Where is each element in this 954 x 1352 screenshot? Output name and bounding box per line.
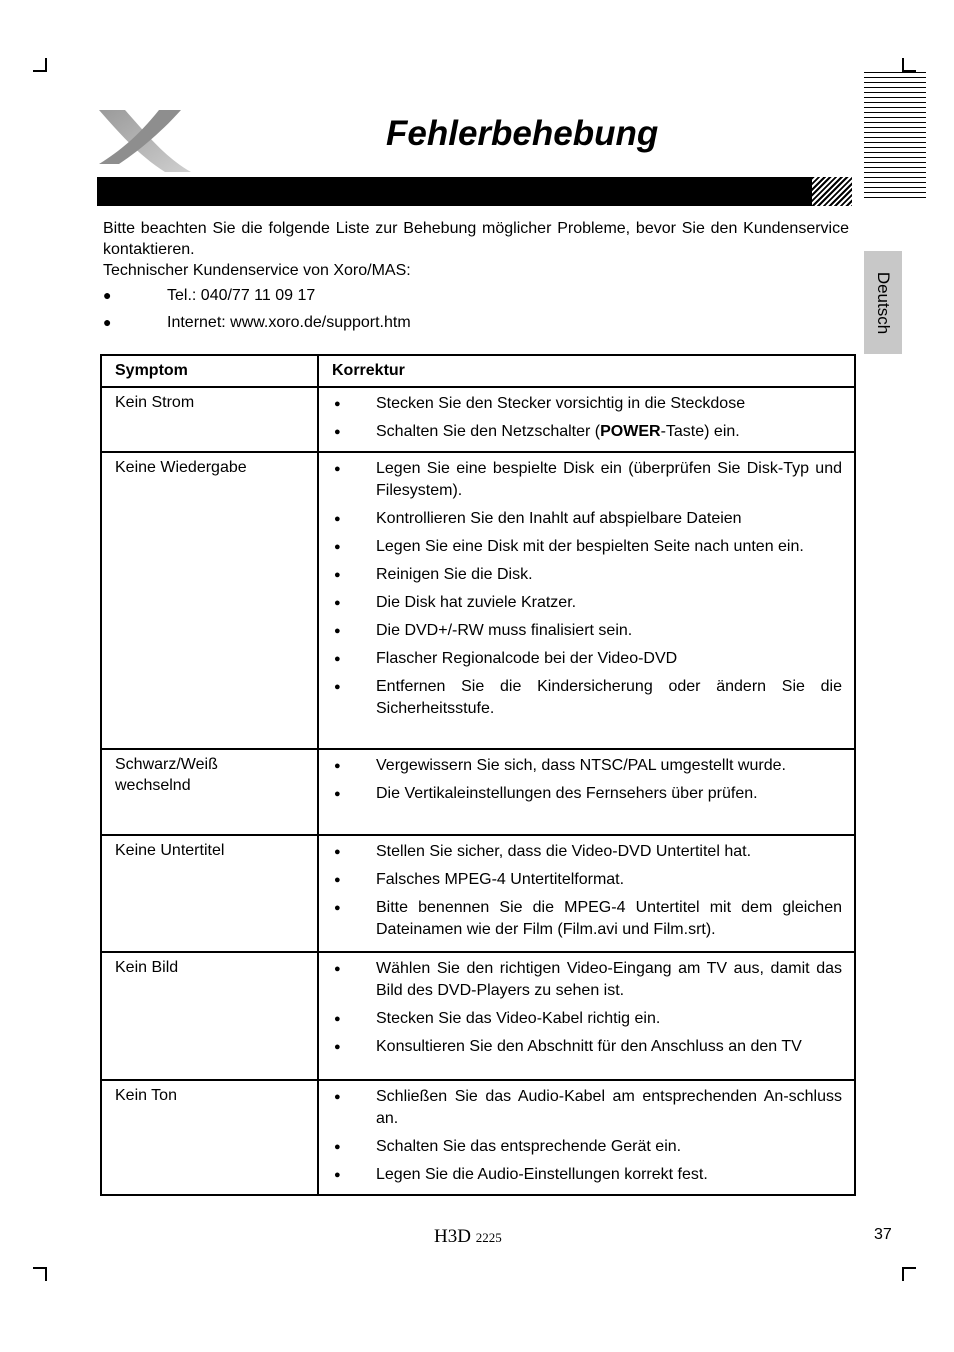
list-item: ● Schließen Sie das Audio-Kabel am entsprechenden An-schluss an. bbox=[331, 1086, 842, 1130]
list-item: ● Die Vertikaleinstellungen des Fernsehers über prüfen. bbox=[331, 783, 842, 805]
list-item: ● Kontrollieren Sie den Inahlt auf abspielbare Dateien bbox=[331, 508, 842, 530]
crop-mark-bottom-left bbox=[33, 1267, 47, 1281]
symptom-cell: Keine Wiedergabe bbox=[101, 452, 318, 749]
column-header-symptom: Symptom bbox=[101, 355, 318, 387]
language-tab-label: Deutsch bbox=[874, 271, 893, 334]
column-header-correction: Korrektur bbox=[318, 355, 855, 387]
contact-internet: Internet: www.xoro.de/support.htm bbox=[167, 314, 411, 331]
list-item: ● Stecken Sie das Video-Kabel richtig ein. bbox=[331, 1008, 842, 1030]
list-item: ● Wählen Sie den richtigen Video-Eingang am TV aus, damit das Bild des DVD-Players zu sehen ist. bbox=[331, 958, 842, 1002]
correction-cell bbox=[318, 452, 855, 749]
list-item: ● Stellen Sie sicher, dass die Video-DVD Untertitel hat. bbox=[331, 841, 842, 863]
troubleshooting-table bbox=[100, 354, 856, 1196]
symptom-cell: Kein Ton bbox=[101, 1080, 318, 1195]
correction-cell bbox=[318, 952, 855, 1080]
model-number: 2225 bbox=[475, 1230, 502, 1245]
bullet-icon: ● bbox=[103, 314, 112, 330]
crop-mark-top-right bbox=[902, 58, 916, 72]
list-item: ● Legen Sie eine Disk mit der bespielten Seite nach unten ein. bbox=[331, 536, 842, 558]
page-number: 37 bbox=[874, 1226, 892, 1243]
model-name bbox=[434, 1226, 502, 1248]
model-main: H3D bbox=[434, 1226, 471, 1247]
xoro-x-logo-icon bbox=[95, 108, 193, 174]
table-row bbox=[101, 387, 855, 452]
symptom-line: wechselnd bbox=[115, 777, 191, 794]
symptom-cell: Kein Strom bbox=[101, 387, 318, 452]
title-bar bbox=[97, 177, 852, 206]
list-item-text: Schalten Sie den Netzschalter ( bbox=[376, 423, 601, 440]
list-item: ● Die Disk hat zuviele Kratzer. bbox=[331, 592, 842, 614]
intro-paragraph: Bitte beachten Sie die folgende Liste zur Behebung möglicher Probleme, bevor Sie den Kundenservice kontaktieren. bbox=[103, 220, 849, 258]
list-item: ● Reinigen Sie die Disk. bbox=[331, 564, 842, 586]
list-item: ● Flascher Regionalcode bei der Video-DVD bbox=[331, 648, 842, 670]
decorative-stripes bbox=[864, 72, 926, 199]
list-item bbox=[331, 421, 842, 443]
table-header-row bbox=[101, 355, 855, 387]
list-item: ● Bitte benennen Sie die MPEG-4 Untertitel mit dem gleichen Dateinamen wie der Film (Film.avi und Film.srt). bbox=[331, 897, 842, 941]
list-item: ● Legen Sie die Audio-Einstellungen korrekt fest. bbox=[331, 1164, 842, 1186]
crop-mark-top-left bbox=[33, 58, 47, 72]
correction-cell bbox=[318, 1080, 855, 1195]
correction-cell bbox=[318, 749, 855, 835]
table-row bbox=[101, 749, 855, 835]
power-key-label: POWER bbox=[600, 423, 661, 440]
symptom-cell bbox=[101, 749, 318, 835]
list-item: ● Legen Sie eine bespielte Disk ein (überprüfen Sie Disk-Typ und Filesystem). bbox=[331, 458, 842, 502]
symptom-cell: Keine Untertitel bbox=[101, 835, 318, 952]
intro-text bbox=[103, 218, 849, 281]
title-bar-pattern bbox=[812, 177, 852, 206]
list-item: ● Entfernen Sie die Kindersicherung oder ändern Sie die Sicherheitsstufe. bbox=[331, 676, 842, 720]
language-tab bbox=[864, 251, 902, 354]
page-title: Fehlerbehebung bbox=[386, 114, 659, 153]
contact-phone: Tel.: 040/77 11 09 17 bbox=[167, 287, 316, 304]
symptom-cell: Kein Bild bbox=[101, 952, 318, 1080]
list-item: ● Konsultieren Sie den Abschnitt für den Anschluss an den TV bbox=[331, 1036, 842, 1058]
service-heading: Technischer Kundenservice von Xoro/MAS: bbox=[103, 262, 411, 279]
table-row bbox=[101, 452, 855, 749]
list-item: ● Falsches MPEG-4 Untertitelformat. bbox=[331, 869, 842, 891]
symptom-line: Schwarz/Weiß bbox=[115, 756, 218, 773]
list-item: ● Schalten Sie das entsprechende Gerät ein. bbox=[331, 1136, 842, 1158]
list-item: ● Die DVD+/-RW muss finalisiert sein. bbox=[331, 620, 842, 642]
correction-cell bbox=[318, 387, 855, 452]
bullet-icon: ● bbox=[103, 287, 112, 303]
table-row bbox=[101, 835, 855, 952]
crop-mark-bottom-right bbox=[902, 1267, 916, 1281]
table-row bbox=[101, 952, 855, 1080]
list-item-text: -Taste) ein. bbox=[660, 423, 740, 440]
table-row bbox=[101, 1080, 855, 1195]
list-item: ● Vergewissern Sie sich, dass NTSC/PAL umgestellt wurde. bbox=[331, 755, 842, 777]
correction-cell bbox=[318, 835, 855, 952]
list-item: ● Stecken Sie den Stecker vorsichtig in die Steckdose bbox=[331, 393, 842, 415]
